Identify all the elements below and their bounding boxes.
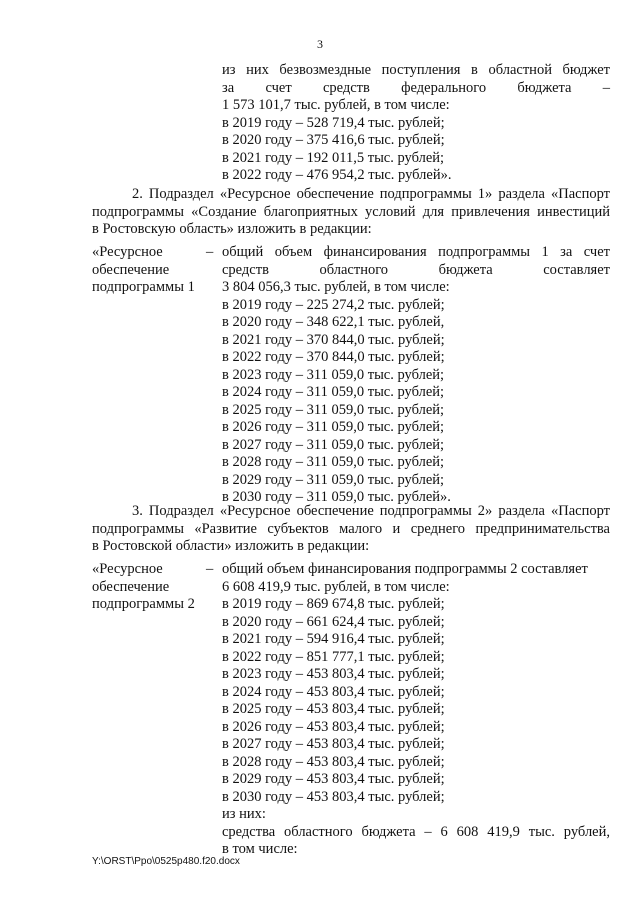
text-line: средства областного бюджета – 6 608 419,9 тыс. рублей, xyxy=(222,823,610,840)
paragraph-line: подпрограммы «Развитие субъектов малого и среднего предпринимательства xyxy=(92,520,610,537)
paragraph-line: в Ростовской области» изложить в редакции: xyxy=(92,538,370,554)
section-3-label xyxy=(92,561,207,614)
top-funding-block xyxy=(222,62,610,185)
text-line: 1 573 101,7 тыс. рублей, в том числе: xyxy=(222,97,450,113)
section-2-funding-block xyxy=(222,244,610,507)
text-line: за счет средств федерального бюджета – xyxy=(222,79,610,96)
text-line: в 2028 году – 453 803,4 тыс. рублей; xyxy=(222,753,445,770)
paragraph-line: 2. Подраздел «Ресурсное обеспечение подпрограммы 1» раздела «Паспорт xyxy=(132,186,610,202)
text-line: в 2025 году – 453 803,4 тыс. рублей; xyxy=(222,701,445,717)
section-2-dash: – xyxy=(206,244,214,260)
text-line: в 2022 году – 370 844,0 тыс. рублей; xyxy=(222,349,445,365)
label-line: «Ресурсное xyxy=(92,561,163,577)
text-line: в 2019 году – 225 274,2 тыс. рублей; xyxy=(222,296,445,313)
section-2-paragraph xyxy=(92,186,610,239)
text-line: в 2022 году – 851 777,1 тыс. рублей; xyxy=(222,648,445,665)
section-3-dash: – xyxy=(206,561,214,577)
text-line: в 2020 году – 375 416,6 тыс. рублей; xyxy=(222,132,445,148)
paragraph-line: в Ростовскую область» изложить в редакции: xyxy=(92,221,372,237)
text-line: в 2023 году – 311 059,0 тыс. рублей; xyxy=(222,366,445,383)
text-line: средств областного бюджета составляет xyxy=(222,261,610,278)
text-line: 6 608 419,9 тыс. рублей, в том числе: xyxy=(222,578,450,595)
text-line: в 2029 году – 453 803,4 тыс. рублей; xyxy=(222,771,445,787)
text-line: общий объем финансирования подпрограммы 1 за счет xyxy=(222,244,610,260)
text-line: в 2020 году – 661 624,4 тыс. рублей; xyxy=(222,613,445,630)
text-line: в 2025 году – 311 059,0 тыс. рублей; xyxy=(222,401,445,418)
section-3-funding-block xyxy=(222,561,610,859)
label-line: подпрограммы 2 xyxy=(92,596,195,612)
text-line: из них безвозмездные поступления в областной бюджет xyxy=(222,62,610,78)
footer-file-path: Y:\ORST\Ppo\0525p480.f20.docx xyxy=(92,856,240,867)
text-line: в 2026 году – 311 059,0 тыс. рублей; xyxy=(222,419,445,435)
text-line: в 2024 году – 453 803,4 тыс. рублей; xyxy=(222,683,445,700)
label-line: подпрограммы 1 xyxy=(92,279,195,295)
text-line: в 2027 году – 311 059,0 тыс. рублей; xyxy=(222,436,445,453)
text-line: в 2024 году – 311 059,0 тыс. рублей; xyxy=(222,384,445,400)
text-line: из них: xyxy=(222,806,266,822)
text-line: в 2019 году – 869 674,8 тыс. рублей; xyxy=(222,596,445,612)
text-line: в 2021 году – 594 916,4 тыс. рублей; xyxy=(222,631,445,647)
text-line: в 2020 году – 348 622,1 тыс. рублей, xyxy=(222,314,445,330)
text-line: общий объем финансирования подпрограммы 2 составляет xyxy=(222,561,588,577)
label-line: обеспечение xyxy=(92,578,170,595)
page-number: 3 xyxy=(317,37,323,51)
label-line: обеспечение xyxy=(92,261,170,278)
paragraph-line: 3. Подраздел «Ресурсное обеспечение подпрограммы 2» раздела «Паспорт xyxy=(132,503,610,519)
label-line: «Ресурсное xyxy=(92,244,163,260)
paragraph-line: подпрограммы «Создание благоприятных условий для привлечения инвестиций xyxy=(92,203,610,220)
text-line: в 2030 году – 453 803,4 тыс. рублей; xyxy=(222,788,445,805)
text-line: в 2027 году – 453 803,4 тыс. рублей; xyxy=(222,736,445,752)
text-line: в том числе: xyxy=(222,841,298,857)
section-2-label xyxy=(92,244,207,297)
text-line: в 2021 году – 370 844,0 тыс. рублей; xyxy=(222,331,445,348)
text-line: в 2028 году – 311 059,0 тыс. рублей; xyxy=(222,454,445,470)
text-line: 3 804 056,3 тыс. рублей, в том числе: xyxy=(222,279,450,295)
text-line: в 2030 году – 311 059,0 тыс. рублей». xyxy=(222,489,451,505)
text-line: в 2022 году – 476 954,2 тыс. рублей». xyxy=(222,167,452,183)
text-line: в 2029 году – 311 059,0 тыс. рублей; xyxy=(222,471,445,488)
text-line: в 2021 году – 192 011,5 тыс. рублей; xyxy=(222,149,445,166)
text-line: в 2026 году – 453 803,4 тыс. рублей; xyxy=(222,718,445,735)
section-3-paragraph xyxy=(92,503,610,556)
text-line: в 2019 году – 528 719,4 тыс. рублей; xyxy=(222,114,445,131)
text-line: в 2023 году – 453 803,4 тыс. рублей; xyxy=(222,666,445,682)
